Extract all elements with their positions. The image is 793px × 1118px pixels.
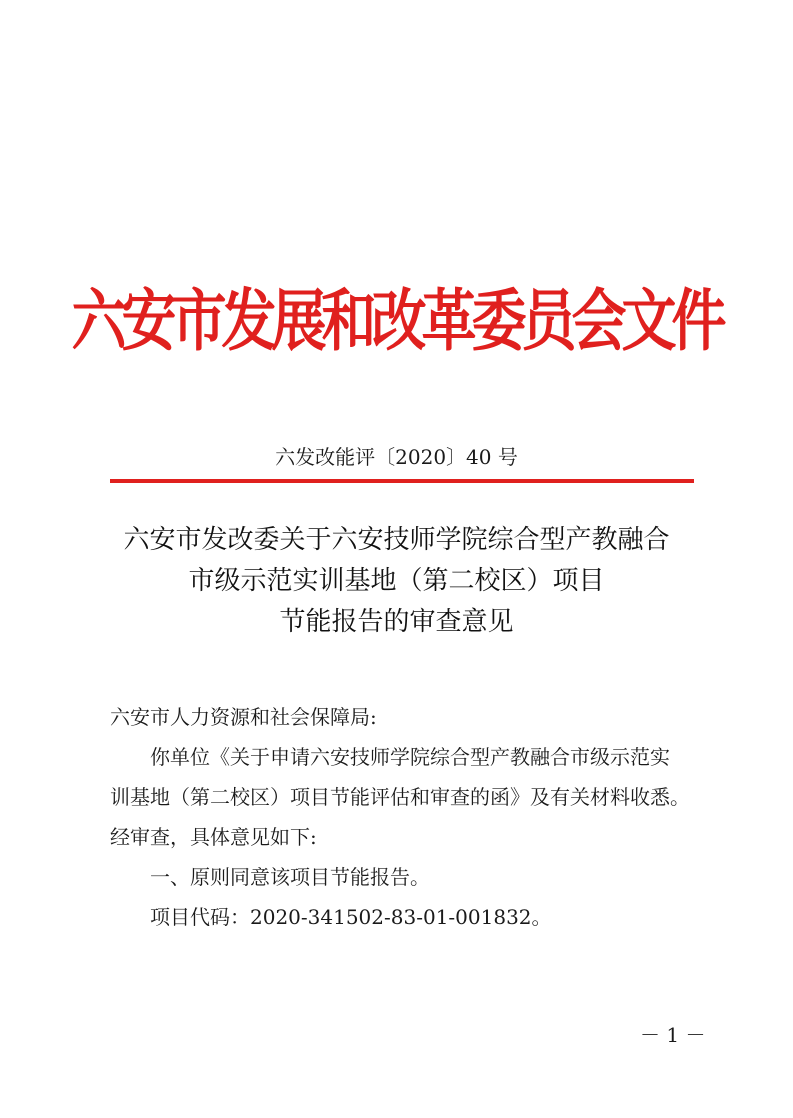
title-line-2: 市级示范实训基地（第二校区）项目 (188, 566, 605, 596)
paragraph-1-line-3: 经审查，具体意见如下: (110, 825, 317, 849)
document-number: 六发改能评〔2020〕40 号 (275, 445, 518, 469)
document-body (110, 697, 700, 937)
paragraph-1-line-2: 训基地（第二校区）项目节能评估和审查的函》及有关材料收悉。 (110, 785, 690, 809)
document-header-title: 六安市发展和改革委员会文件 (71, 280, 722, 360)
header-red-rule (110, 479, 694, 483)
paragraph-1-line-1: 你单位《关于申请六安技师学院综合型产教融合市级示范实 (150, 745, 670, 769)
title-line-1: 六安市发改委关于六安技师学院综合型产教融合 (123, 525, 670, 555)
addressee: 六安市人力资源和社会保障局: (110, 705, 377, 729)
page-number: － 1 － (640, 1023, 706, 1047)
opinion-item-1: 一、原则同意该项目节能报告。 (150, 865, 430, 889)
project-code: 项目代码：2020-341502-83-01-001832。 (150, 905, 552, 929)
document-title (0, 520, 793, 643)
title-line-3: 节能报告的审查意见 (279, 607, 514, 637)
